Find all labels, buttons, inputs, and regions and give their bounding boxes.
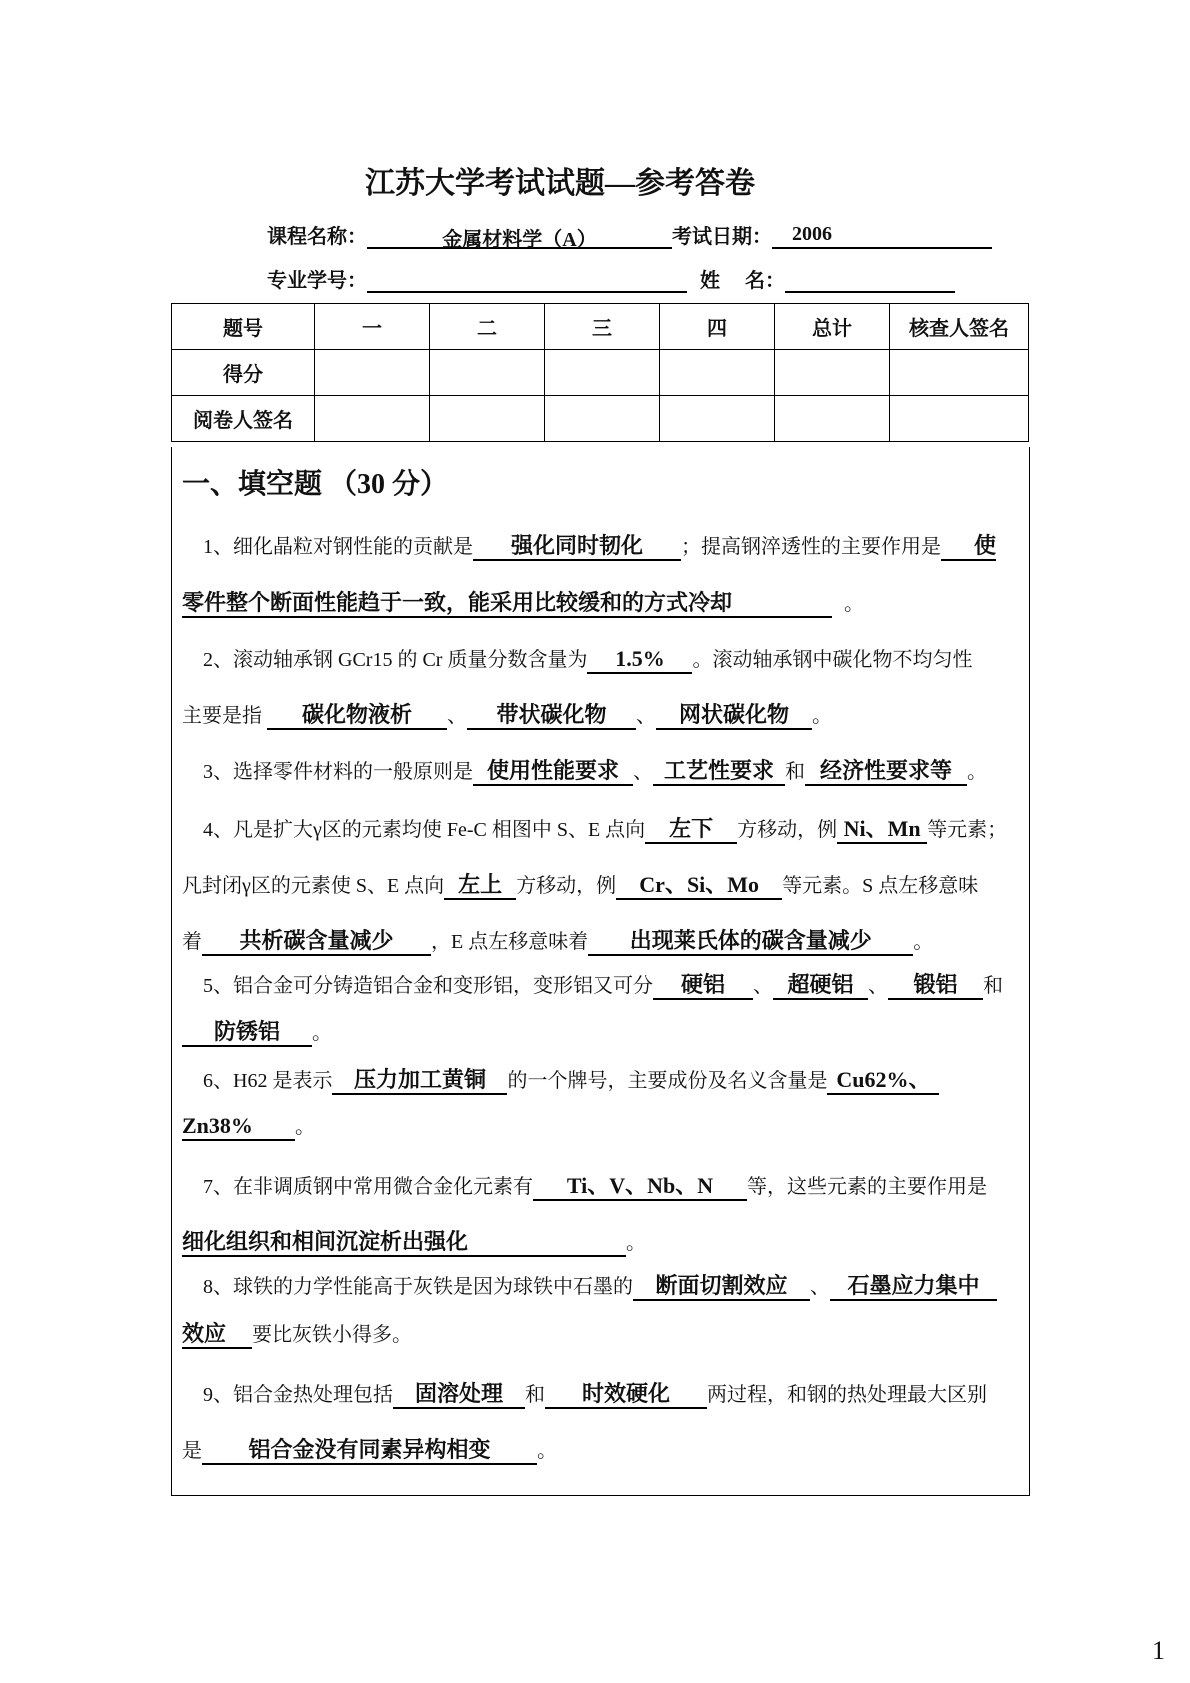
header-cell: 题号 xyxy=(172,304,315,350)
answer-blank[interactable]: 硬铝 xyxy=(653,972,753,1000)
question-4-line-1 xyxy=(203,816,1043,844)
table-row xyxy=(172,396,1029,442)
question-text: 凡封闭γ区的元素使 S、E 点向 xyxy=(182,875,445,897)
question-text: 、 xyxy=(447,705,467,727)
signature-cell[interactable] xyxy=(890,396,1029,442)
question-text: 两过程，和钢的热处理最大区别 xyxy=(707,1384,987,1406)
question-text: ；提高钢淬透性的主要作用是 xyxy=(681,536,941,558)
answer-blank[interactable]: 使 xyxy=(941,533,996,561)
answer-blank[interactable]: 固溶处理 xyxy=(393,1381,525,1409)
question-text: 。 xyxy=(967,761,987,783)
answer-blank[interactable]: 出现莱氏体的碳含量减少 xyxy=(588,928,913,956)
date-field[interactable]: 2006 xyxy=(772,223,992,249)
header-cell: 核查人签名 xyxy=(890,304,1029,350)
signature-cell[interactable] xyxy=(315,396,430,442)
question-text: 9、铝合金热处理包括 xyxy=(203,1384,393,1406)
question-5-line-2 xyxy=(182,1019,1022,1047)
question-text: 。 xyxy=(295,1116,315,1138)
row-label: 阅卷人签名 xyxy=(172,396,315,442)
header-cell: 二 xyxy=(430,304,545,350)
page-title: 江苏大学考试试题—参考答卷 xyxy=(365,167,755,200)
question-8-line-1 xyxy=(203,1273,1043,1301)
answer-blank[interactable]: 零件整个断面性能趋于一致，能采用比较缓和的方式冷却 xyxy=(182,590,832,618)
question-4-line-3 xyxy=(182,928,1022,956)
header-cell: 一 xyxy=(315,304,430,350)
answer-blank[interactable]: 断面切割效应 xyxy=(633,1273,810,1301)
question-4-line-2 xyxy=(182,872,1022,900)
question-text: 。 xyxy=(626,1232,646,1254)
question-text: 、 xyxy=(810,1276,830,1298)
answer-blank[interactable]: 使用性能要求 xyxy=(473,758,633,786)
question-text: 主要是指 xyxy=(182,705,262,727)
question-text: 着 xyxy=(182,931,202,953)
page-number: 1 xyxy=(1152,1636,1165,1665)
question-text: 8、球铁的力学性能高于灰铁是因为球铁中石墨的 xyxy=(203,1276,633,1298)
score-cell[interactable] xyxy=(545,350,660,396)
student-row xyxy=(267,264,955,293)
question-2-line-1 xyxy=(203,646,1043,674)
signature-cell[interactable] xyxy=(430,396,545,442)
question-text: 3、选择零件材料的一般原则是 xyxy=(203,761,473,783)
question-1-line-2 xyxy=(182,590,1022,618)
question-text: 。 xyxy=(913,931,934,953)
answer-blank[interactable]: 压力加工黄铜 xyxy=(332,1067,507,1095)
question-text: 2、滚动轴承钢 GCr15 的 Cr 质量分数含量为 xyxy=(203,649,588,671)
question-text: 是 xyxy=(182,1440,202,1462)
question-1-line-1 xyxy=(203,533,1043,561)
course-row xyxy=(267,220,992,249)
question-text: 。 xyxy=(537,1440,557,1462)
student-id-field[interactable] xyxy=(367,267,687,293)
question-text: 7、在非调质钢中常用微合金化元素有 xyxy=(203,1176,533,1198)
header-cell: 总计 xyxy=(775,304,890,350)
question-7-line-1 xyxy=(203,1173,1043,1201)
signature-cell[interactable] xyxy=(545,396,660,442)
header-cell: 四 xyxy=(660,304,775,350)
question-text: 、 xyxy=(753,975,773,997)
answer-blank[interactable]: 左上 xyxy=(444,872,516,900)
score-cell[interactable] xyxy=(890,350,1029,396)
question-text: 方移动，例 xyxy=(516,875,617,897)
answer-blank[interactable]: 锻铝 xyxy=(888,972,983,1000)
question-6-line-2 xyxy=(182,1113,1022,1141)
section-heading: 一、填空题 （30 分） xyxy=(182,469,449,500)
question-text: 等，这些元素的主要作用是 xyxy=(747,1176,987,1198)
header-cell: 三 xyxy=(545,304,660,350)
question-text: 、 xyxy=(633,761,653,783)
answer-blank[interactable]: 共析碳含量减少 xyxy=(202,928,431,956)
answer-blank[interactable]: Cr、Si、Mo xyxy=(616,872,782,900)
score-cell[interactable] xyxy=(660,350,775,396)
question-3-line-1 xyxy=(203,758,1043,786)
answer-blank[interactable]: 工艺性要求 xyxy=(653,758,785,786)
question-text: 、 xyxy=(868,975,888,997)
question-text: 。 xyxy=(844,593,864,615)
answer-blank[interactable]: 强化同时韧化 xyxy=(473,533,681,561)
question-text: 、 xyxy=(636,705,656,727)
question-text: 和 xyxy=(525,1384,545,1406)
question-text: 。 xyxy=(312,1022,332,1044)
question-text: 6、H62 是表示 xyxy=(203,1070,333,1092)
answer-blank[interactable]: 碳化物液析 xyxy=(267,702,447,730)
answer-blank[interactable]: 左下 xyxy=(645,816,737,844)
question-text: 1、细化晶粒对钢性能的贡献是 xyxy=(203,536,473,558)
score-cell[interactable] xyxy=(775,350,890,396)
question-text: 要比灰铁小得多。 xyxy=(252,1324,412,1346)
answer-blank[interactable]: 防锈铝 xyxy=(182,1019,312,1047)
question-text: 等元素。S 点左移意味 xyxy=(782,875,979,897)
question-text: 。滚动轴承钢中碳化物不均匀性 xyxy=(692,649,973,671)
name-label: 姓 名： xyxy=(700,270,785,292)
question-text: ，E 点左移意味着 xyxy=(431,931,589,953)
answer-blank[interactable]: Zn38% xyxy=(182,1113,295,1141)
row-label: 得分 xyxy=(172,350,315,396)
table-row xyxy=(172,350,1029,396)
answer-blank[interactable]: Ti、V、Nb、N xyxy=(533,1173,747,1201)
answer-blank[interactable]: 石墨应力集中 xyxy=(830,1273,997,1301)
question-text: 的一个牌号，主要成份及名义含量是 xyxy=(507,1070,828,1092)
course-field[interactable]: 金属材料学（A） xyxy=(367,223,672,249)
answer-blank[interactable]: 时效硬化 xyxy=(545,1381,707,1409)
question-7-line-2 xyxy=(182,1229,1022,1257)
name-field[interactable] xyxy=(785,267,955,293)
signature-cell[interactable] xyxy=(660,396,775,442)
student-id-label: 专业学号： xyxy=(267,270,367,292)
question-text: 5、铝合金可分铸造铝合金和变形铝，变形铝又可分 xyxy=(203,975,653,997)
table-header-row xyxy=(172,304,1029,350)
answer-blank[interactable]: 超硬铝 xyxy=(773,972,868,1000)
course-label: 课程名称： xyxy=(267,226,367,248)
answer-blank[interactable]: 带状碳化物 xyxy=(467,702,636,730)
question-text: 和 xyxy=(983,975,1003,997)
score-table xyxy=(171,303,1029,442)
question-text: 和 xyxy=(785,761,805,783)
answer-blank[interactable]: Ni、Mn xyxy=(837,816,927,844)
question-9-line-1 xyxy=(203,1381,1043,1409)
score-cell[interactable] xyxy=(430,350,545,396)
signature-cell[interactable] xyxy=(775,396,890,442)
question-text: 等元素； xyxy=(927,819,1008,841)
question-2-line-2 xyxy=(182,702,1022,730)
answer-blank[interactable]: 经济性要求等 xyxy=(805,758,967,786)
answer-blank[interactable]: 网状碳化物 xyxy=(656,702,812,730)
answer-blank[interactable]: 细化组织和相间沉淀析出强化 xyxy=(182,1229,626,1257)
question-8-line-2 xyxy=(182,1321,1022,1349)
question-5-line-1 xyxy=(203,972,1043,1000)
question-text: 。 xyxy=(812,705,832,727)
question-6-line-1 xyxy=(203,1067,1043,1095)
answer-blank[interactable]: Cu62%、 xyxy=(827,1067,939,1095)
answer-blank[interactable]: 效应 xyxy=(182,1321,252,1349)
question-text: 方移动，例 xyxy=(737,819,838,841)
question-9-line-2 xyxy=(182,1437,1022,1465)
date-label: 考试日期： xyxy=(672,226,772,248)
score-cell[interactable] xyxy=(315,350,430,396)
answer-blank[interactable]: 1.5% xyxy=(587,646,692,674)
answer-blank[interactable]: 铝合金没有同素异构相变 xyxy=(202,1437,537,1465)
question-text: 4、凡是扩大γ区的元素均使 Fe-C 相图中 S、E 点向 xyxy=(203,819,646,841)
